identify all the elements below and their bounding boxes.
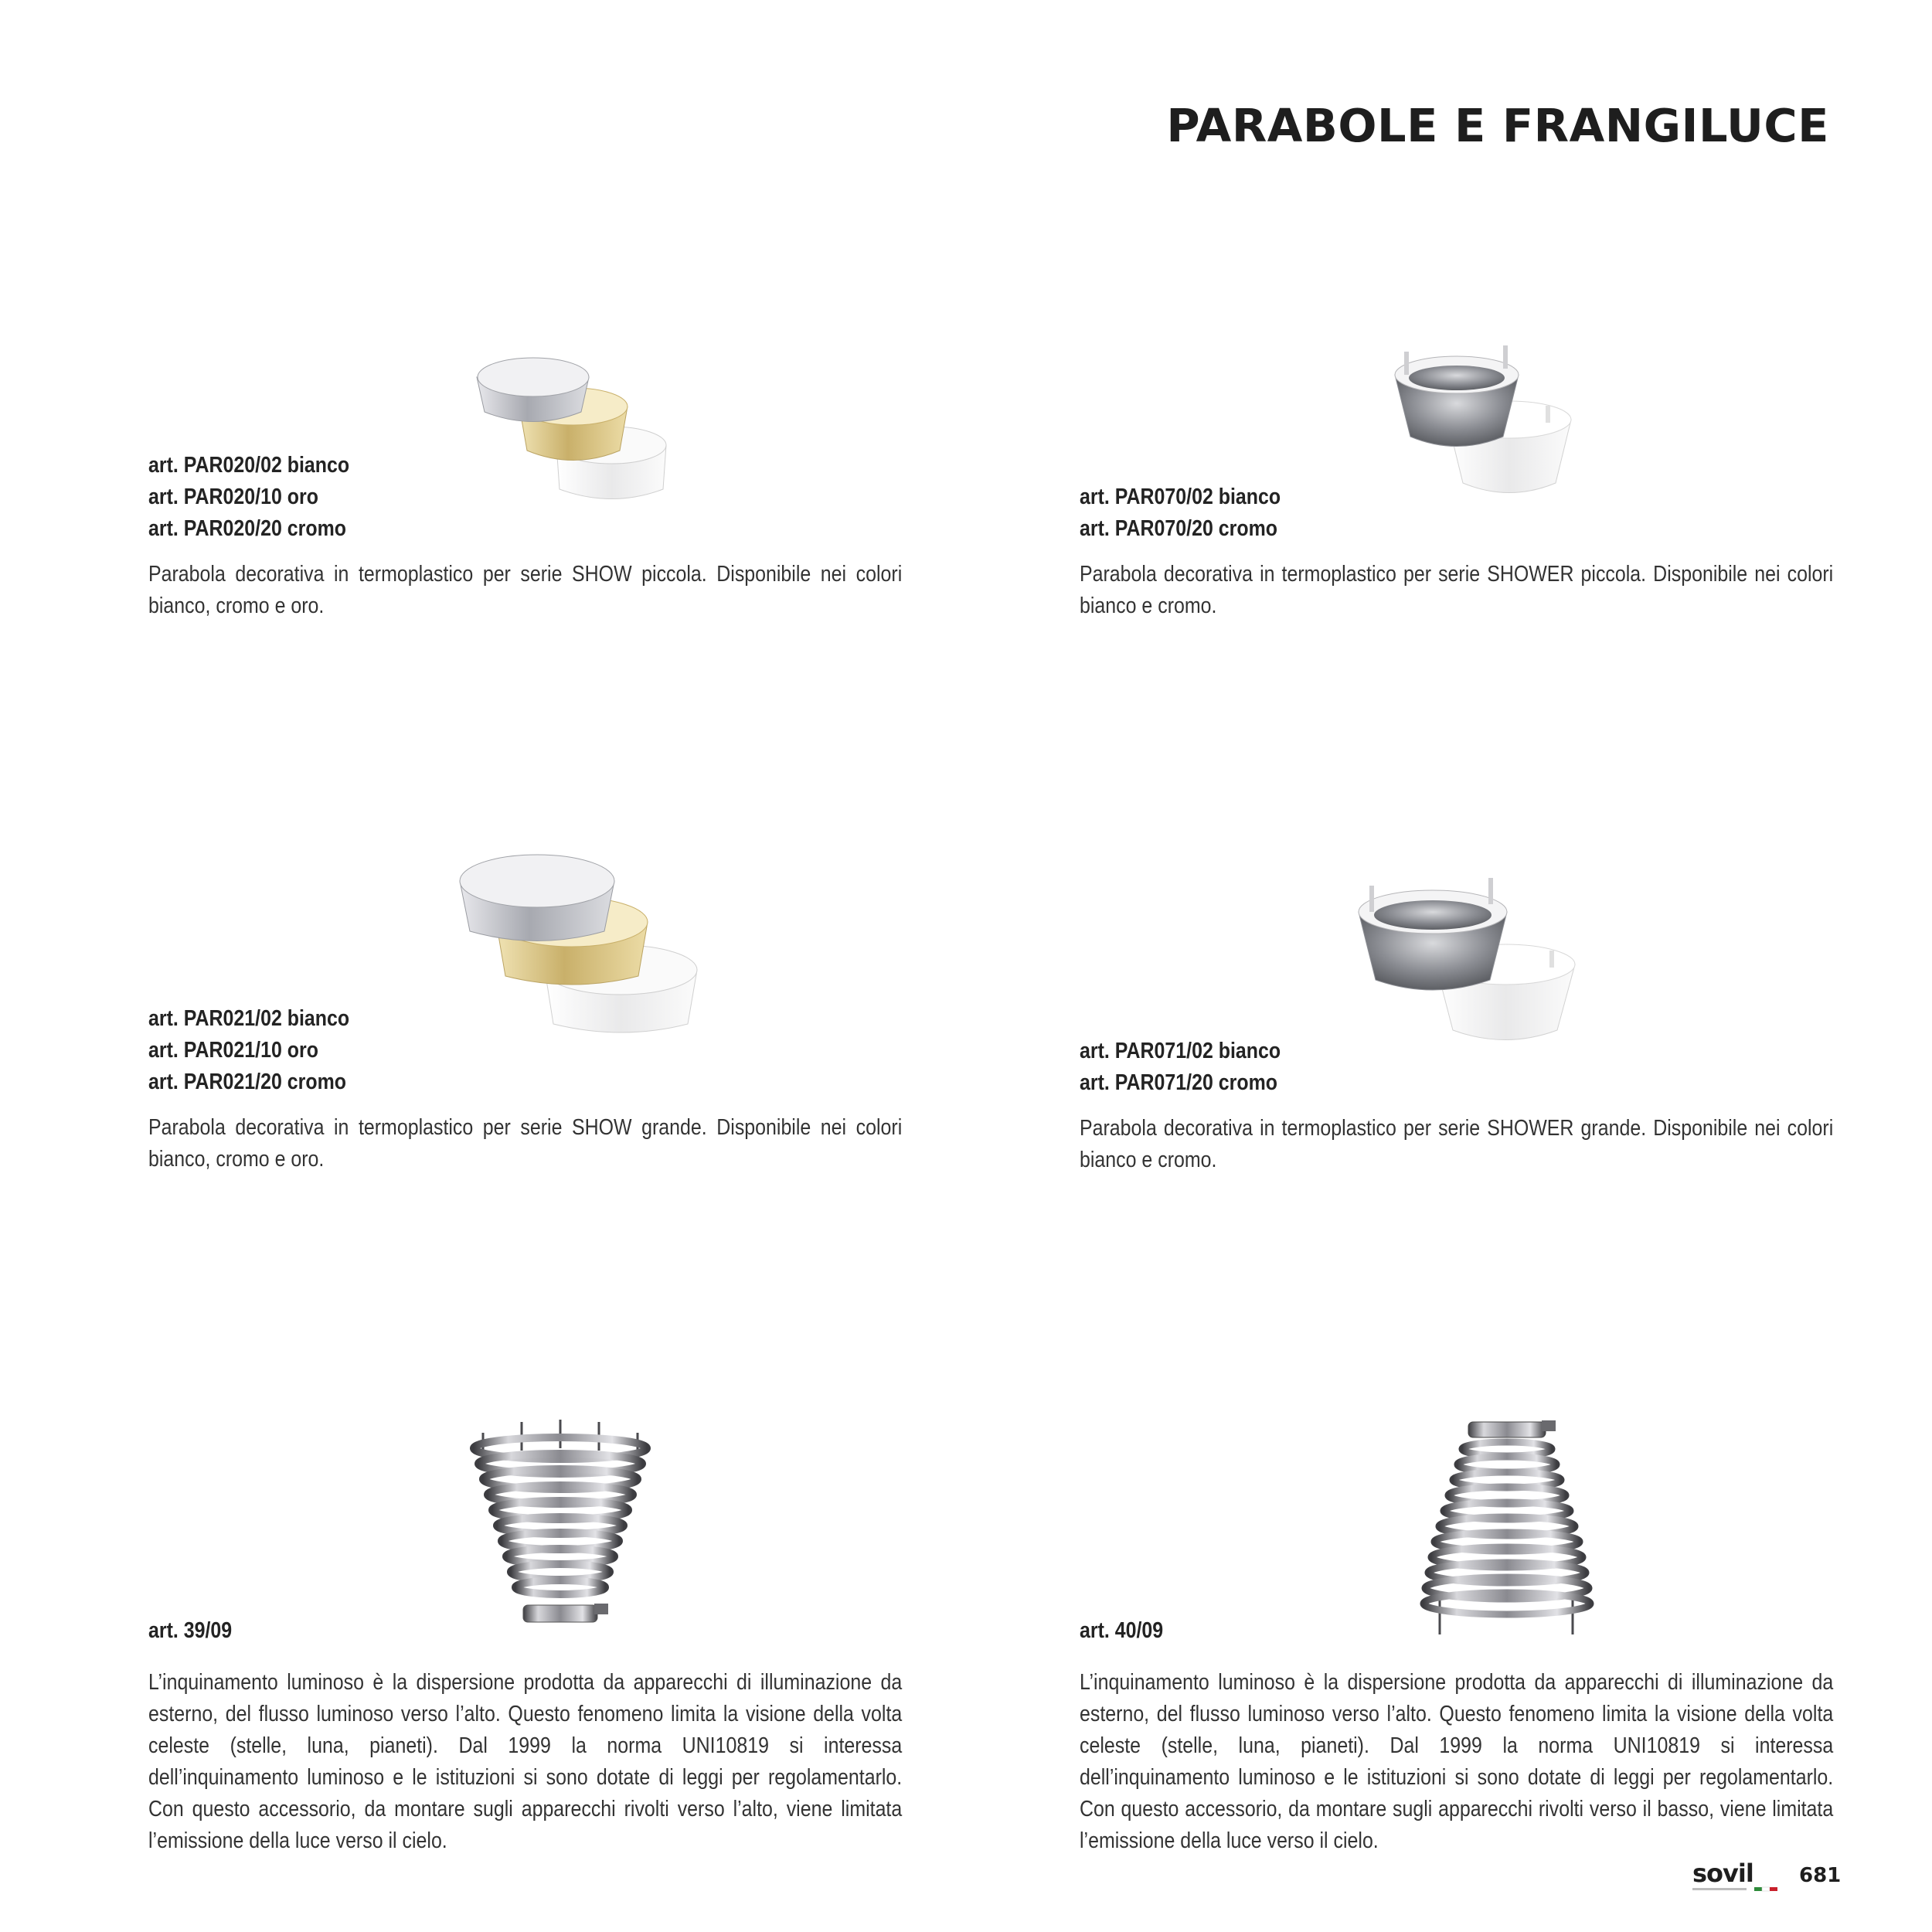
louvre-ring-stack <box>1423 1442 1590 1614</box>
article-code: art. PAR071/02 bianco <box>1080 1039 1281 1063</box>
svg-text:sovil: sovil <box>1692 1859 1753 1888</box>
product-description: Parabola decorativa in termoplastico per serie SHOW grande. Disponibile nei colori bianco, cromo e oro. <box>148 1115 903 1172</box>
louvre-upright-cone-image <box>1418 1414 1596 1642</box>
product-description: Parabola decorativa in termoplastico per serie SHOW piccola. Disponibile nei colori bianco, cromo e oro. <box>148 562 903 618</box>
article-code: art. PAR020/10 oro <box>148 485 318 509</box>
article-code: art. PAR020/20 cromo <box>148 516 346 541</box>
page-number: 681 <box>1799 1864 1842 1887</box>
chrome-cone <box>1395 345 1519 447</box>
article-code: art. PAR021/02 bianco <box>148 1006 350 1031</box>
louvre-ring-stack <box>474 1437 647 1594</box>
silver-ring <box>460 855 614 941</box>
product-par071 <box>1080 1036 1833 1176</box>
product-3909 <box>148 1615 902 1857</box>
product-par070 <box>1080 481 1833 622</box>
article-code: art. PAR021/10 oro <box>148 1038 318 1063</box>
product-description: L’inquinamento luminoso è la dispersione prodotta da apparecchi di illuminazione da esterno, del flusso luminoso verso l’alto. Questo fenomeno limita la visione della volta celeste (stelle, luna, pianeti). Dal 1999 la norma UNI10819 si interessa dell’inquinamento luminoso e le istituzioni si sono dotate di leggi per regolamentarlo. Con questo accessorio, da montare sugli apparecchi rivolti verso il basso, viene limitata l’emissione della luce verso il cielo. <box>1080 1670 1834 1853</box>
article-code: art. PAR020/02 bianco <box>148 453 350 478</box>
page-title: PARABOLE E FRANGILUCE <box>1166 99 1829 152</box>
sovil-logo <box>1692 1859 1782 1896</box>
louvre-inverted-cone-image <box>468 1416 653 1632</box>
product-description: Parabola decorativa in termoplastico per serie SHOWER grande. Disponibile nei colori bianco e cromo. <box>1080 1116 1834 1172</box>
article-code: art. PAR021/20 cromo <box>148 1070 346 1094</box>
article-code: art. 40/09 <box>1080 1618 1164 1643</box>
product-description: Parabola decorativa in termoplastico per serie SHOWER piccola. Disponibile nei colori bianco e cromo. <box>1080 562 1834 618</box>
article-code: art. 39/09 <box>148 1618 233 1643</box>
article-code: art. PAR071/20 cromo <box>1080 1070 1277 1095</box>
silver-ring <box>477 358 589 422</box>
reflector-cones-image <box>1352 864 1584 1057</box>
article-code: art. PAR070/20 cromo <box>1080 516 1277 541</box>
chrome-cone <box>1359 878 1507 990</box>
article-code: art. PAR070/02 bianco <box>1080 485 1281 509</box>
product-par020 <box>148 450 902 622</box>
product-description: L’inquinamento luminoso è la dispersione prodotta da apparecchi di illuminazione da esterno, del flusso luminoso verso l’alto. Questo fenomeno limita la visione della volta celeste (stelle, luna, pianeti). Dal 1999 la norma UNI10819 si interessa dell’inquinamento luminoso e le istituzioni si sono dotate di leggi per regolamentarlo. Con questo accessorio, da montare sugli apparecchi rivolti verso l’alto, viene limitata l’emissione della luce verso il cielo. <box>148 1670 903 1853</box>
product-4009 <box>1080 1615 1833 1857</box>
product-par021 <box>148 1003 902 1175</box>
